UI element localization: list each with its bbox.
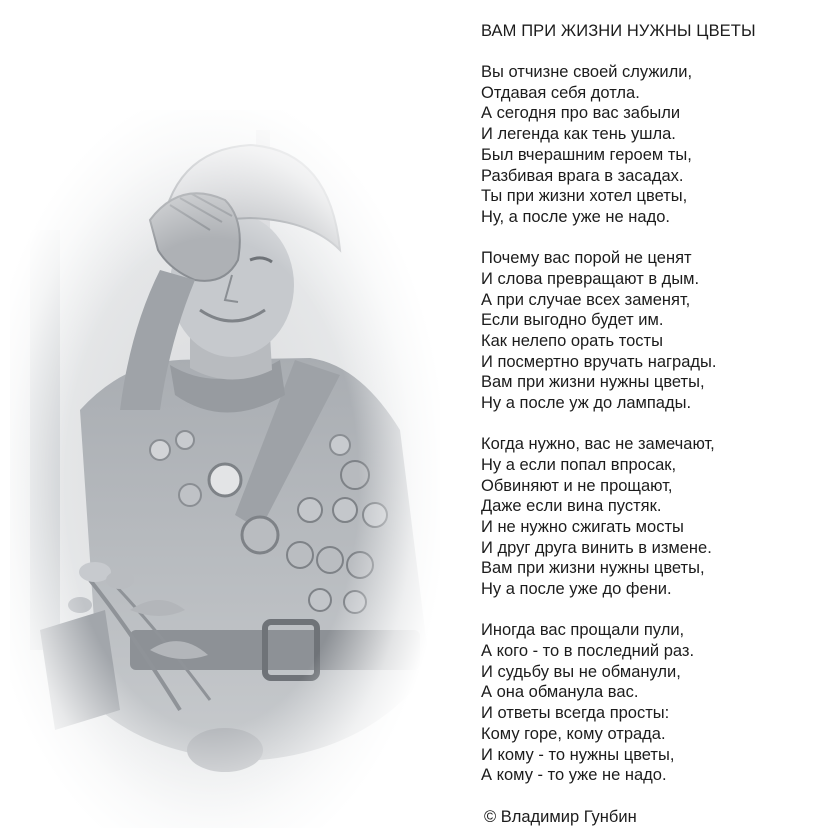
poem-line: А при случае всех заменят, <box>481 290 691 309</box>
poem-line: И друг друга винить в измене. <box>481 538 712 557</box>
poem-line: Вы отчизне своей служили, <box>481 63 693 81</box>
poem-line: А сегодня про вас забыли <box>481 104 681 123</box>
poem-line: Вам при жизни нужны цветы, <box>481 373 705 392</box>
poem-line: И слова превращают в дым. <box>481 269 700 288</box>
poem-line: Почему вас порой не ценят <box>481 249 692 268</box>
poem-line: Ну а после уже до фени. <box>481 580 672 599</box>
poem-line: А кого - то в последний раз. <box>481 642 695 661</box>
poem-line: Вам при жизни нужны цветы, <box>481 559 705 578</box>
poem-line: Обвиняют и не прощают, <box>481 476 673 495</box>
poem-line: Иногда вас прощали пули, <box>481 621 685 640</box>
poem-line: Ну а после уж до лампады. <box>481 394 692 413</box>
poem-line: И посмертно вручать награды. <box>481 352 717 371</box>
poem-title: ВАМ ПРИ ЖИЗНИ НУЖНЫ ЦВЕТЫ <box>481 22 756 40</box>
poem-line: Если выгодно будет им. <box>481 311 664 330</box>
poem-line: Разбивая врага в засадах. <box>481 166 684 185</box>
stanza-4 <box>481 620 821 786</box>
poem-line: Когда нужно, вас не замечают, <box>481 435 715 454</box>
poem-line: Ну а если попал впросак, <box>481 455 677 474</box>
poem-line: Ты при жизни хотел цветы, <box>481 187 688 206</box>
poem-line: Кому горе, кому отрада. <box>481 724 666 743</box>
poem-line: А она обманула вас. <box>481 683 639 702</box>
poem-line: И кому - то нужны цветы, <box>481 745 675 764</box>
veteran-photo-illustration <box>10 110 440 828</box>
poem-line: Отдавая себя дотла. <box>481 83 640 102</box>
stanza-3 <box>481 434 821 600</box>
stanza-2 <box>481 248 821 414</box>
poem-line: Даже если вина пустяк. <box>481 497 662 516</box>
stanza-1 <box>481 62 821 228</box>
poem-line: Был вчерашним героем ты, <box>481 145 692 164</box>
poem-line: Как нелепо орать тосты <box>481 331 663 350</box>
vignette-fade <box>10 110 440 828</box>
poem-line: И ответы всегда просты: <box>481 704 670 723</box>
poem-line: И судьбу вы не обманули, <box>481 662 681 681</box>
poem-line: И легенда как тень ушла. <box>481 125 676 144</box>
poem-line: А кому - то уже не надо. <box>481 766 667 785</box>
poem-line: И не нужно сжигать мосты <box>481 518 684 537</box>
poem-line: Ну, а после уже не надо. <box>481 207 670 226</box>
veteran-photo <box>10 110 440 828</box>
author-credit: © Владимир Гунбин <box>484 808 637 826</box>
poem <box>481 20 821 828</box>
